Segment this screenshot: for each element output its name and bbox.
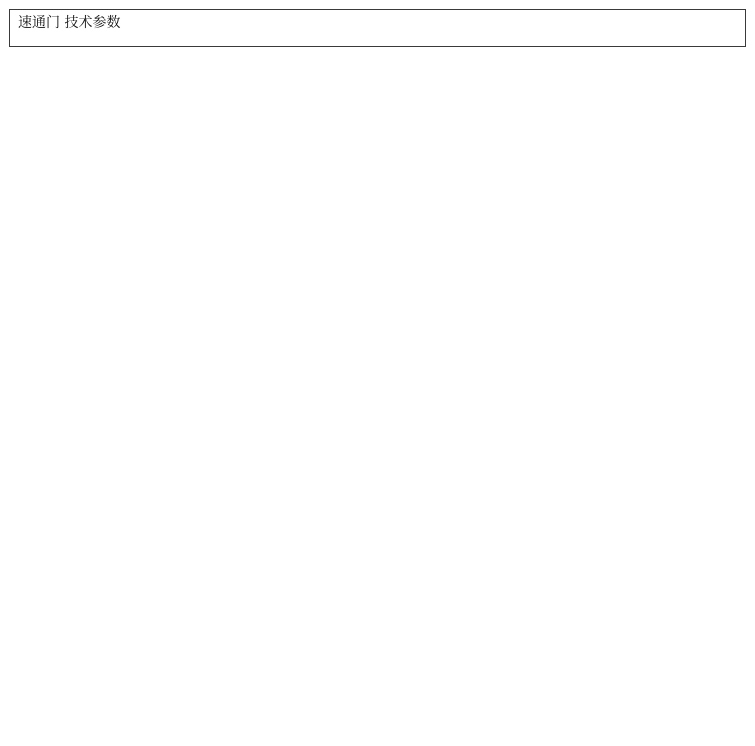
table-title: 速通门 技术参数 [10, 10, 746, 47]
title-row [10, 10, 746, 47]
spec-table [9, 9, 746, 47]
spec-sheet [9, 9, 745, 736]
